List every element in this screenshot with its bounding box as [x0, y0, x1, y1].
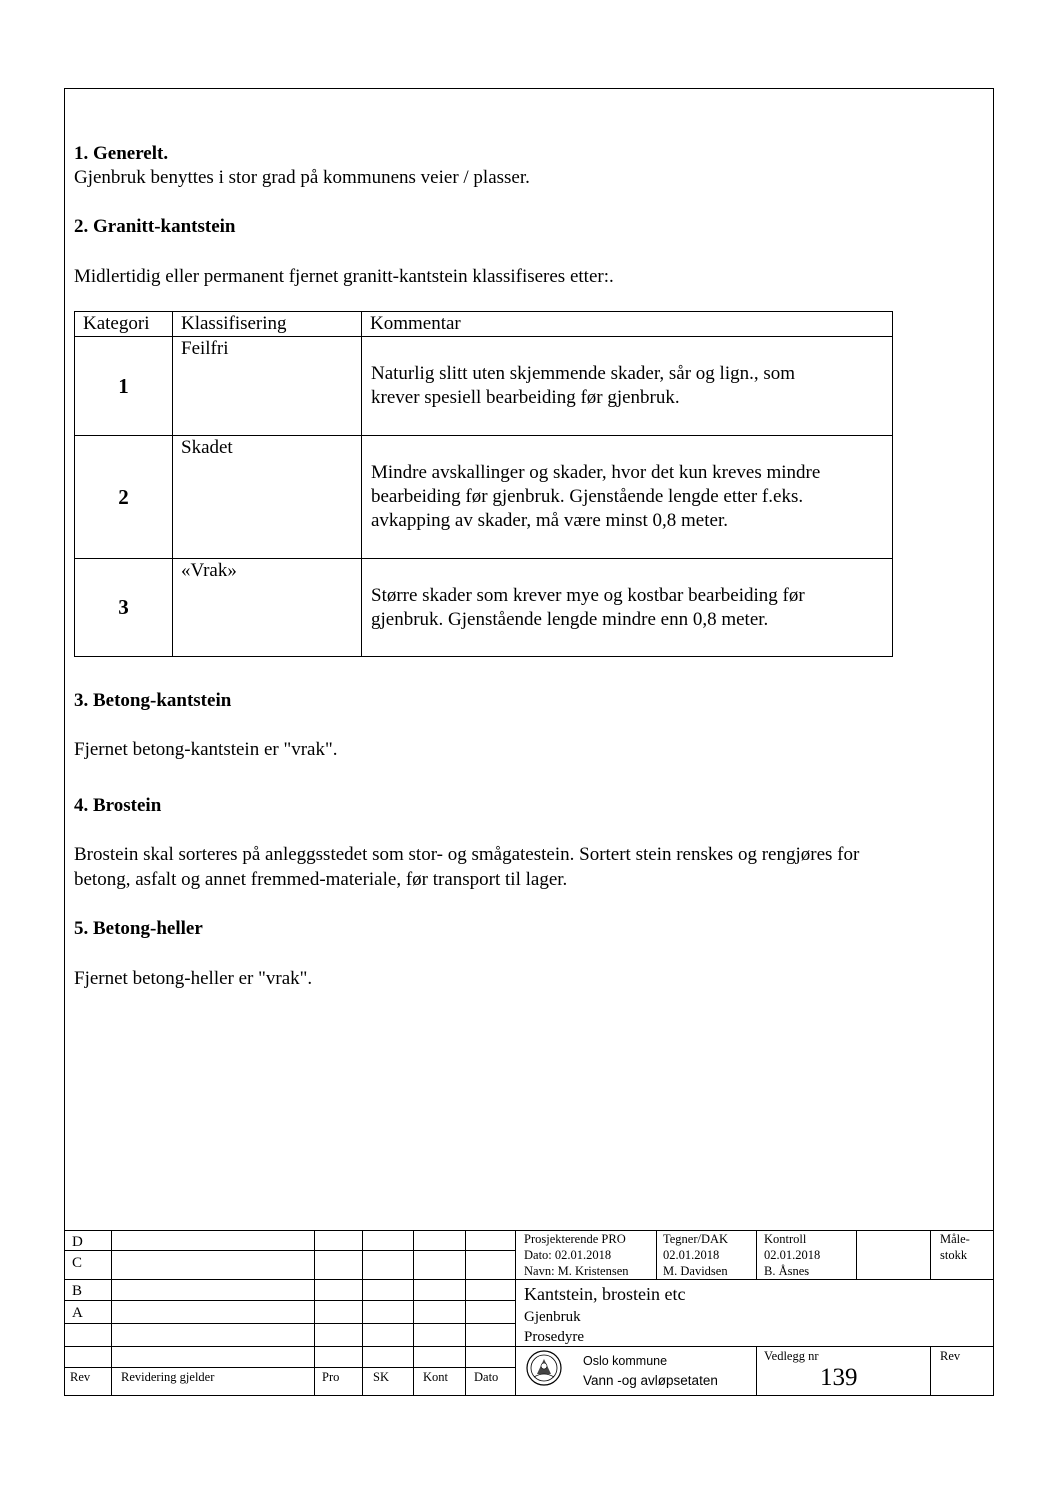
- oslo-kommune-logo: [525, 1349, 563, 1392]
- table-row: [75, 337, 893, 436]
- rev-header-dato: Dato: [474, 1370, 499, 1384]
- kommentar-line: Naturlig slitt uten skjemmende skader, sår og lign., som: [371, 363, 796, 384]
- kommentar-line: Mindre avskallinger og skader, hvor det kun kreves mindre: [371, 462, 821, 483]
- rev-header-kont: Kont: [423, 1370, 448, 1384]
- kommentar-line: avkapping av skader, må være minst 0,8 meter.: [371, 510, 728, 531]
- rev-header-rev: Rev: [70, 1370, 91, 1384]
- kategori-cell: 1: [75, 337, 173, 436]
- rev-letter-b: B: [72, 1283, 83, 1299]
- tegner-label: Tegner/DAK: [663, 1232, 729, 1246]
- klassifisering-cell: Feilfri: [173, 337, 362, 436]
- kategori-cell: 3: [75, 559, 173, 657]
- rev-letter-c: C: [72, 1255, 83, 1271]
- section-4-heading: 4. Brostein: [74, 795, 162, 816]
- vedlegg-number: 139: [820, 1364, 858, 1391]
- kommentar-line: bearbeiding før gjenbruk. Gjenstående lengde etter f.eks.: [371, 486, 804, 507]
- section-4-line-1: Brostein skal sorteres på anleggsstedet som stor- og smågatestein. Sortert stein renskes og rengjøres for: [74, 844, 860, 865]
- table-row: [75, 436, 893, 559]
- header-klassifisering: Klassifisering: [173, 312, 362, 337]
- prosjekt-label: Prosjekterende PRO: [524, 1232, 626, 1246]
- drawing-title: Kantstein, brostein etc: [524, 1284, 686, 1304]
- section-2-heading: 2. Granitt-kantstein: [74, 216, 236, 237]
- section-5-heading: 5. Betong-heller: [74, 918, 203, 939]
- section-3-text: Fjernet betong-kantstein er "vrak".: [74, 739, 338, 760]
- classification-table: [74, 311, 893, 657]
- kontroll-label: Kontroll: [764, 1232, 807, 1246]
- section-1-heading: 1. Generelt.: [74, 143, 169, 164]
- prosjekt-dato: Dato: 02.01.2018: [524, 1248, 612, 1262]
- malestokk-label-1: Måle-: [940, 1232, 970, 1246]
- malestokk-label-2: stokk: [940, 1248, 968, 1262]
- klassifisering-cell: Skadet: [173, 436, 362, 559]
- rev-header-pro: Pro: [322, 1370, 340, 1384]
- org-name: Oslo kommune: [583, 1354, 668, 1368]
- kommentar-cell: [362, 559, 893, 657]
- vedlegg-label: Vedlegg nr: [764, 1349, 819, 1363]
- tegner-navn: M. Davidsen: [663, 1264, 728, 1278]
- title-block: [64, 1230, 994, 1396]
- kommentar-line: krever spesiell bearbeiding før gjenbruk.: [371, 387, 680, 408]
- drawing-subtitle-1: Gjenbruk: [524, 1309, 581, 1325]
- tegner-dato: 02.01.2018: [663, 1248, 720, 1262]
- klassifisering-cell: «Vrak»: [173, 559, 362, 657]
- section-5-text: Fjernet betong-heller er "vrak".: [74, 968, 313, 989]
- rev-letter-d: D: [72, 1234, 83, 1250]
- section-2-intro: Midlertidig eller permanent fjernet granitt-kantstein klassifiseres etter:.: [74, 266, 614, 287]
- kategori-cell: 2: [75, 436, 173, 559]
- rev-letter-a: A: [72, 1305, 83, 1321]
- section-3-heading: 3. Betong-kantstein: [74, 690, 232, 711]
- table-row: [75, 559, 893, 657]
- header-kommentar: Kommentar: [362, 312, 893, 337]
- prosjekt-navn: Navn: M. Kristensen: [524, 1264, 629, 1278]
- header-kategori: Kategori: [75, 312, 173, 337]
- kontroll-dato: 02.01.2018: [764, 1248, 821, 1262]
- section-1-text: Gjenbruk benyttes i stor grad på kommunens veier / plasser.: [74, 167, 530, 188]
- rev-header-sk: SK: [373, 1370, 389, 1384]
- kommentar-line: gjenbruk. Gjenstående lengde mindre enn 0,8 meter.: [371, 608, 769, 630]
- section-4-line-2: betong, asfalt og annet fremmed-materiale, før transport til lager.: [74, 869, 568, 890]
- table-header-row: [75, 312, 893, 337]
- kontroll-navn: B. Åsnes: [764, 1264, 810, 1278]
- kommentar-cell: [362, 436, 893, 559]
- drawing-subtitle-2: Prosedyre: [524, 1329, 584, 1345]
- rev-label: Rev: [940, 1349, 961, 1363]
- kommentar-line: Større skader som krever mye og kostbar bearbeiding før: [371, 584, 805, 606]
- rev-header-revidering: Revidering gjelder: [121, 1370, 215, 1384]
- org-department: Vann -og avløpsetaten: [583, 1373, 718, 1388]
- kommentar-cell: [362, 337, 893, 436]
